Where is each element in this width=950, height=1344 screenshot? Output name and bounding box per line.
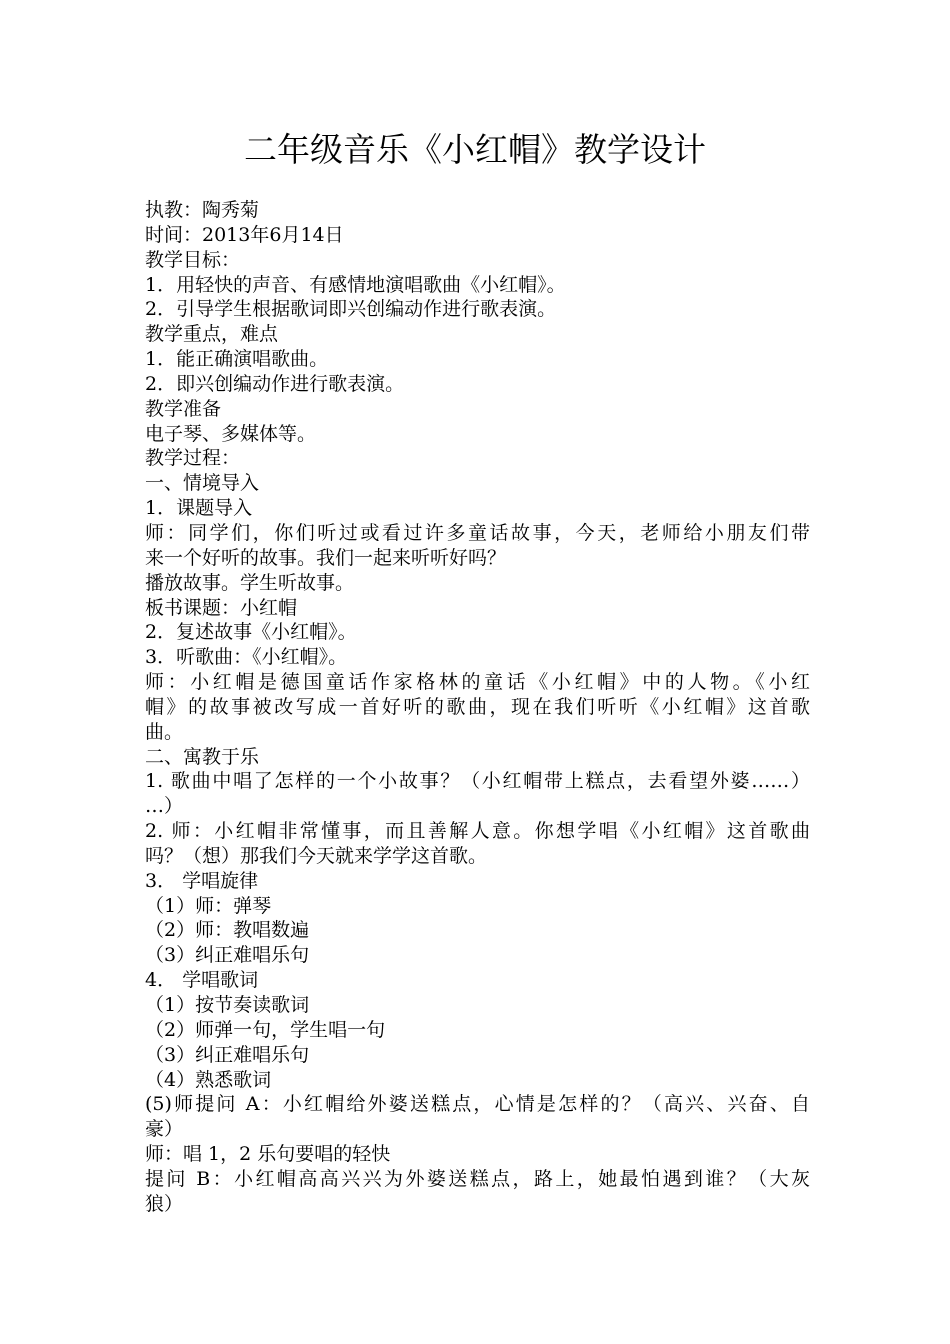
text-line: 1．课题导入 [145, 497, 253, 520]
text-line: 吗？（想）那我们今天就来学学这首歌。 [145, 844, 488, 867]
text-line: （3）纠正难唱乐句 [145, 944, 310, 967]
text-line: 1．用轻快的声音、有感情地演唱歌曲《小红帽》。 [145, 273, 566, 296]
text-line: 3．听歌曲：《小红帽》。 [145, 646, 348, 669]
teacher-line: 执教：陶秀菊 [145, 199, 260, 221]
text-line: 播放故事。学生听故事。 [145, 571, 355, 594]
text-line: …） [145, 795, 184, 818]
text-line: 帽》的故事被改写成一首好听的歌曲，现在我们听听《小红帽》这首歌 [145, 695, 810, 718]
section-heading: 教学目标： [145, 248, 241, 271]
text-line: 师：唱 1，2 乐句要唱的轻快 [145, 1143, 391, 1166]
section-heading: 教学准备 [145, 397, 222, 420]
text-line: (5)师提问 A：小红帽给外婆送糕点，心情是怎样的？（高兴、兴奋、自 [145, 1093, 810, 1116]
text-line: 豪） [145, 1118, 184, 1141]
text-line: （1）按节奏读歌词 [145, 994, 310, 1016]
text-line: 2. 师：小红帽非常懂事，而且善解人意。你想学唱《小红帽》这首歌曲 [145, 820, 810, 843]
text-line: 1. 歌曲中唱了怎样的一个小故事？（小红帽带上糕点，去看望外婆……） [145, 770, 810, 793]
text-line: （1）师：弹琴 [145, 894, 272, 917]
text-line: 电子琴、多媒体等。 [145, 422, 317, 445]
section-heading: 一、情境导入 [145, 472, 260, 495]
text-line: 2．引导学生根据歌词即兴创编动作进行歌表演。 [145, 298, 557, 321]
section-heading: 教学过程： [145, 447, 241, 470]
text-line: 3． 学唱旋律 [145, 869, 259, 892]
text-line: （2）师弹一句，学生唱一句 [145, 1018, 386, 1041]
text-line: 来一个好听的故事。我们一起来听听好吗？ [145, 546, 507, 569]
section-heading: 二、寓教于乐 [145, 745, 260, 768]
text-line: 狼） [145, 1192, 184, 1215]
date-line: 时间：2013年6月14日 [145, 223, 344, 246]
text-line: 1．能正确演唱歌曲。 [145, 348, 329, 371]
text-line: 2．复述故事《小红帽》。 [145, 621, 357, 644]
text-line: （4）熟悉歌词 [145, 1068, 272, 1091]
section-heading: 教学重点，难点 [145, 323, 279, 346]
document-title: 二年级音乐《小红帽》教学设计 [244, 130, 706, 169]
text-line: （3）纠正难唱乐句 [145, 1043, 310, 1066]
text-line: 板书课题：小红帽 [145, 596, 298, 619]
text-line: 师：小红帽是德国童话作家格林的童话《小红帽》中的人物。《小红 [145, 671, 810, 694]
document-body [145, 198, 810, 1217]
text-line: 提问 B：小红帽高高兴兴为外婆送糕点，路上，她最怕遇到谁？（大灰 [145, 1167, 810, 1190]
text-line: 师：同学们，你们听过或看过许多童话故事，今天，老师给小朋友们带 [145, 521, 810, 544]
text-line: 曲。 [145, 720, 184, 743]
text-line: 4． 学唱歌词 [145, 969, 259, 992]
text-line: 2．即兴创编动作进行歌表演。 [145, 372, 405, 395]
text-line: （2）师：教唱数遍 [145, 919, 310, 942]
